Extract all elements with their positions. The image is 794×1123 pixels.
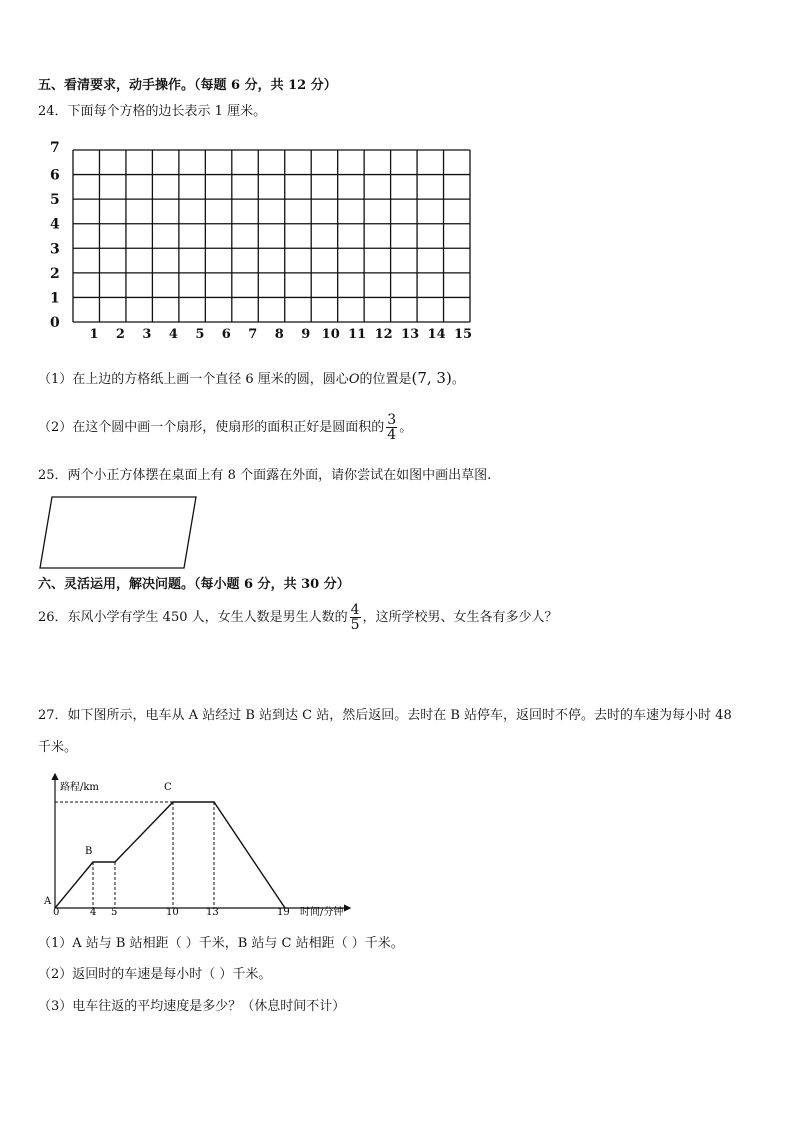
point-c-label: C — [164, 782, 172, 793]
dashed-guides — [55, 802, 214, 908]
question-24-part-2 — [38, 410, 412, 446]
grid-x-label: 11 — [348, 327, 367, 342]
section-5-heading: 五、看清要求，动手操作。（每题 6 分，共 12 分） — [38, 78, 337, 93]
grid-x-label: 2 — [115, 327, 125, 342]
question-24-part-1 — [38, 370, 465, 388]
grid-x-label: 7 — [248, 327, 258, 342]
x-tick-13: 13 — [206, 907, 219, 918]
grid-lines — [73, 150, 470, 322]
grid-x-label: 12 — [374, 327, 393, 342]
grid-x-label: 5 — [195, 327, 205, 342]
question-27-part-2: （2）返回时的车速是每小时（ ）千米。 — [38, 967, 272, 982]
grid-y-label: 7 — [50, 140, 60, 156]
grid-x-label: 15 — [454, 327, 473, 342]
fraction-denominator: 4 — [387, 427, 397, 443]
square-grid-figure — [38, 138, 488, 348]
fraction-numerator: 4 — [350, 602, 360, 618]
point-a-label: A — [44, 896, 52, 907]
q24-part2-end: 。 — [399, 420, 413, 435]
point-b-label: B — [85, 846, 93, 857]
fraction-denominator: 5 — [350, 617, 360, 633]
q26-prefix: 26．东风小学有学生 450 人，女生人数是男生人数的 — [38, 610, 348, 625]
distance-time-graph — [38, 768, 358, 924]
question-25-stem: 25．两个小正方体摆在桌面上有 8 个面露在外面，请你尝试在如图中画出草图. — [38, 468, 492, 483]
fraction-four-fifths — [350, 603, 361, 632]
q24-part2-prefix: （2）在这个圆中画一个扇形，使扇形的面积正好是圆面积的 — [38, 420, 385, 435]
grid-y-label: 2 — [50, 265, 60, 282]
grid-x-label: 8 — [274, 327, 284, 342]
grid-x-label: 3 — [142, 327, 152, 342]
question-24-stem: 24．下面每个方格的边长表示 1 厘米。 — [38, 104, 267, 119]
grid-x-label: 9 — [301, 327, 311, 342]
x-axis-label: 时间/分钟 — [300, 907, 344, 918]
grid-y-label: 5 — [50, 192, 60, 209]
grid-y-label: 6 — [50, 167, 60, 184]
q24-part1-end: 。 — [451, 372, 465, 387]
grid-x-label: 10 — [321, 327, 340, 342]
grid-x-label: 1 — [89, 327, 99, 342]
y-axis-label: 路程/km — [60, 782, 99, 793]
grid-x-label: 14 — [427, 327, 446, 342]
grid-y-label: 4 — [50, 216, 60, 233]
grid-x-label: 6 — [221, 327, 231, 342]
question-27-part-1: （1）A 站与 B 站相距（ ）千米，B 站与 C 站相距（ ）千米。 — [38, 936, 404, 951]
section-6-heading: 六、灵活运用，解决问题。（每小题 6 分，共 30 分） — [38, 577, 350, 592]
q24-part1-coord: (7, 3) — [411, 369, 452, 387]
q24-part1-var: O — [348, 372, 360, 387]
grid-y-label: 3 — [50, 241, 60, 258]
x-tick-4: 4 — [90, 907, 97, 918]
grid-y-label: 0 — [50, 315, 60, 331]
question-27-line-1: 27．如下图所示，电车从 A 站经过 B 站到达 C 站，然后返回。去时在 B 站停车，返回时不停。去时的车速为每小时 48 — [38, 708, 732, 723]
x-tick-5: 5 — [111, 907, 118, 918]
grid-x-labels — [89, 327, 472, 342]
x-tick-0: 0 — [53, 907, 60, 918]
grid-y-labels — [50, 140, 60, 331]
parallelogram-drawing-area — [38, 494, 204, 574]
x-tick-10: 10 — [166, 907, 179, 918]
grid-x-label: 4 — [168, 327, 178, 342]
q24-part1-prefix: （1）在上边的方格纸上画一个直径 6 厘米的圆，圆心 — [38, 372, 349, 387]
grid-x-label: 13 — [401, 327, 420, 342]
question-27-part-3: （3）电车往返的平均速度是多少？（休息时间不计） — [38, 999, 346, 1014]
fraction-numerator: 3 — [387, 412, 397, 428]
grid-y-label: 1 — [50, 290, 60, 307]
q26-suffix: ，这所学校男、女生各有多少人？ — [362, 610, 558, 625]
question-26 — [38, 600, 558, 636]
x-tick-19: 19 — [277, 907, 290, 918]
question-27-line-2: 千米。 — [38, 740, 78, 755]
fraction-three-quarters — [386, 413, 397, 442]
q24-part1-mid: 的位置是 — [359, 372, 412, 387]
